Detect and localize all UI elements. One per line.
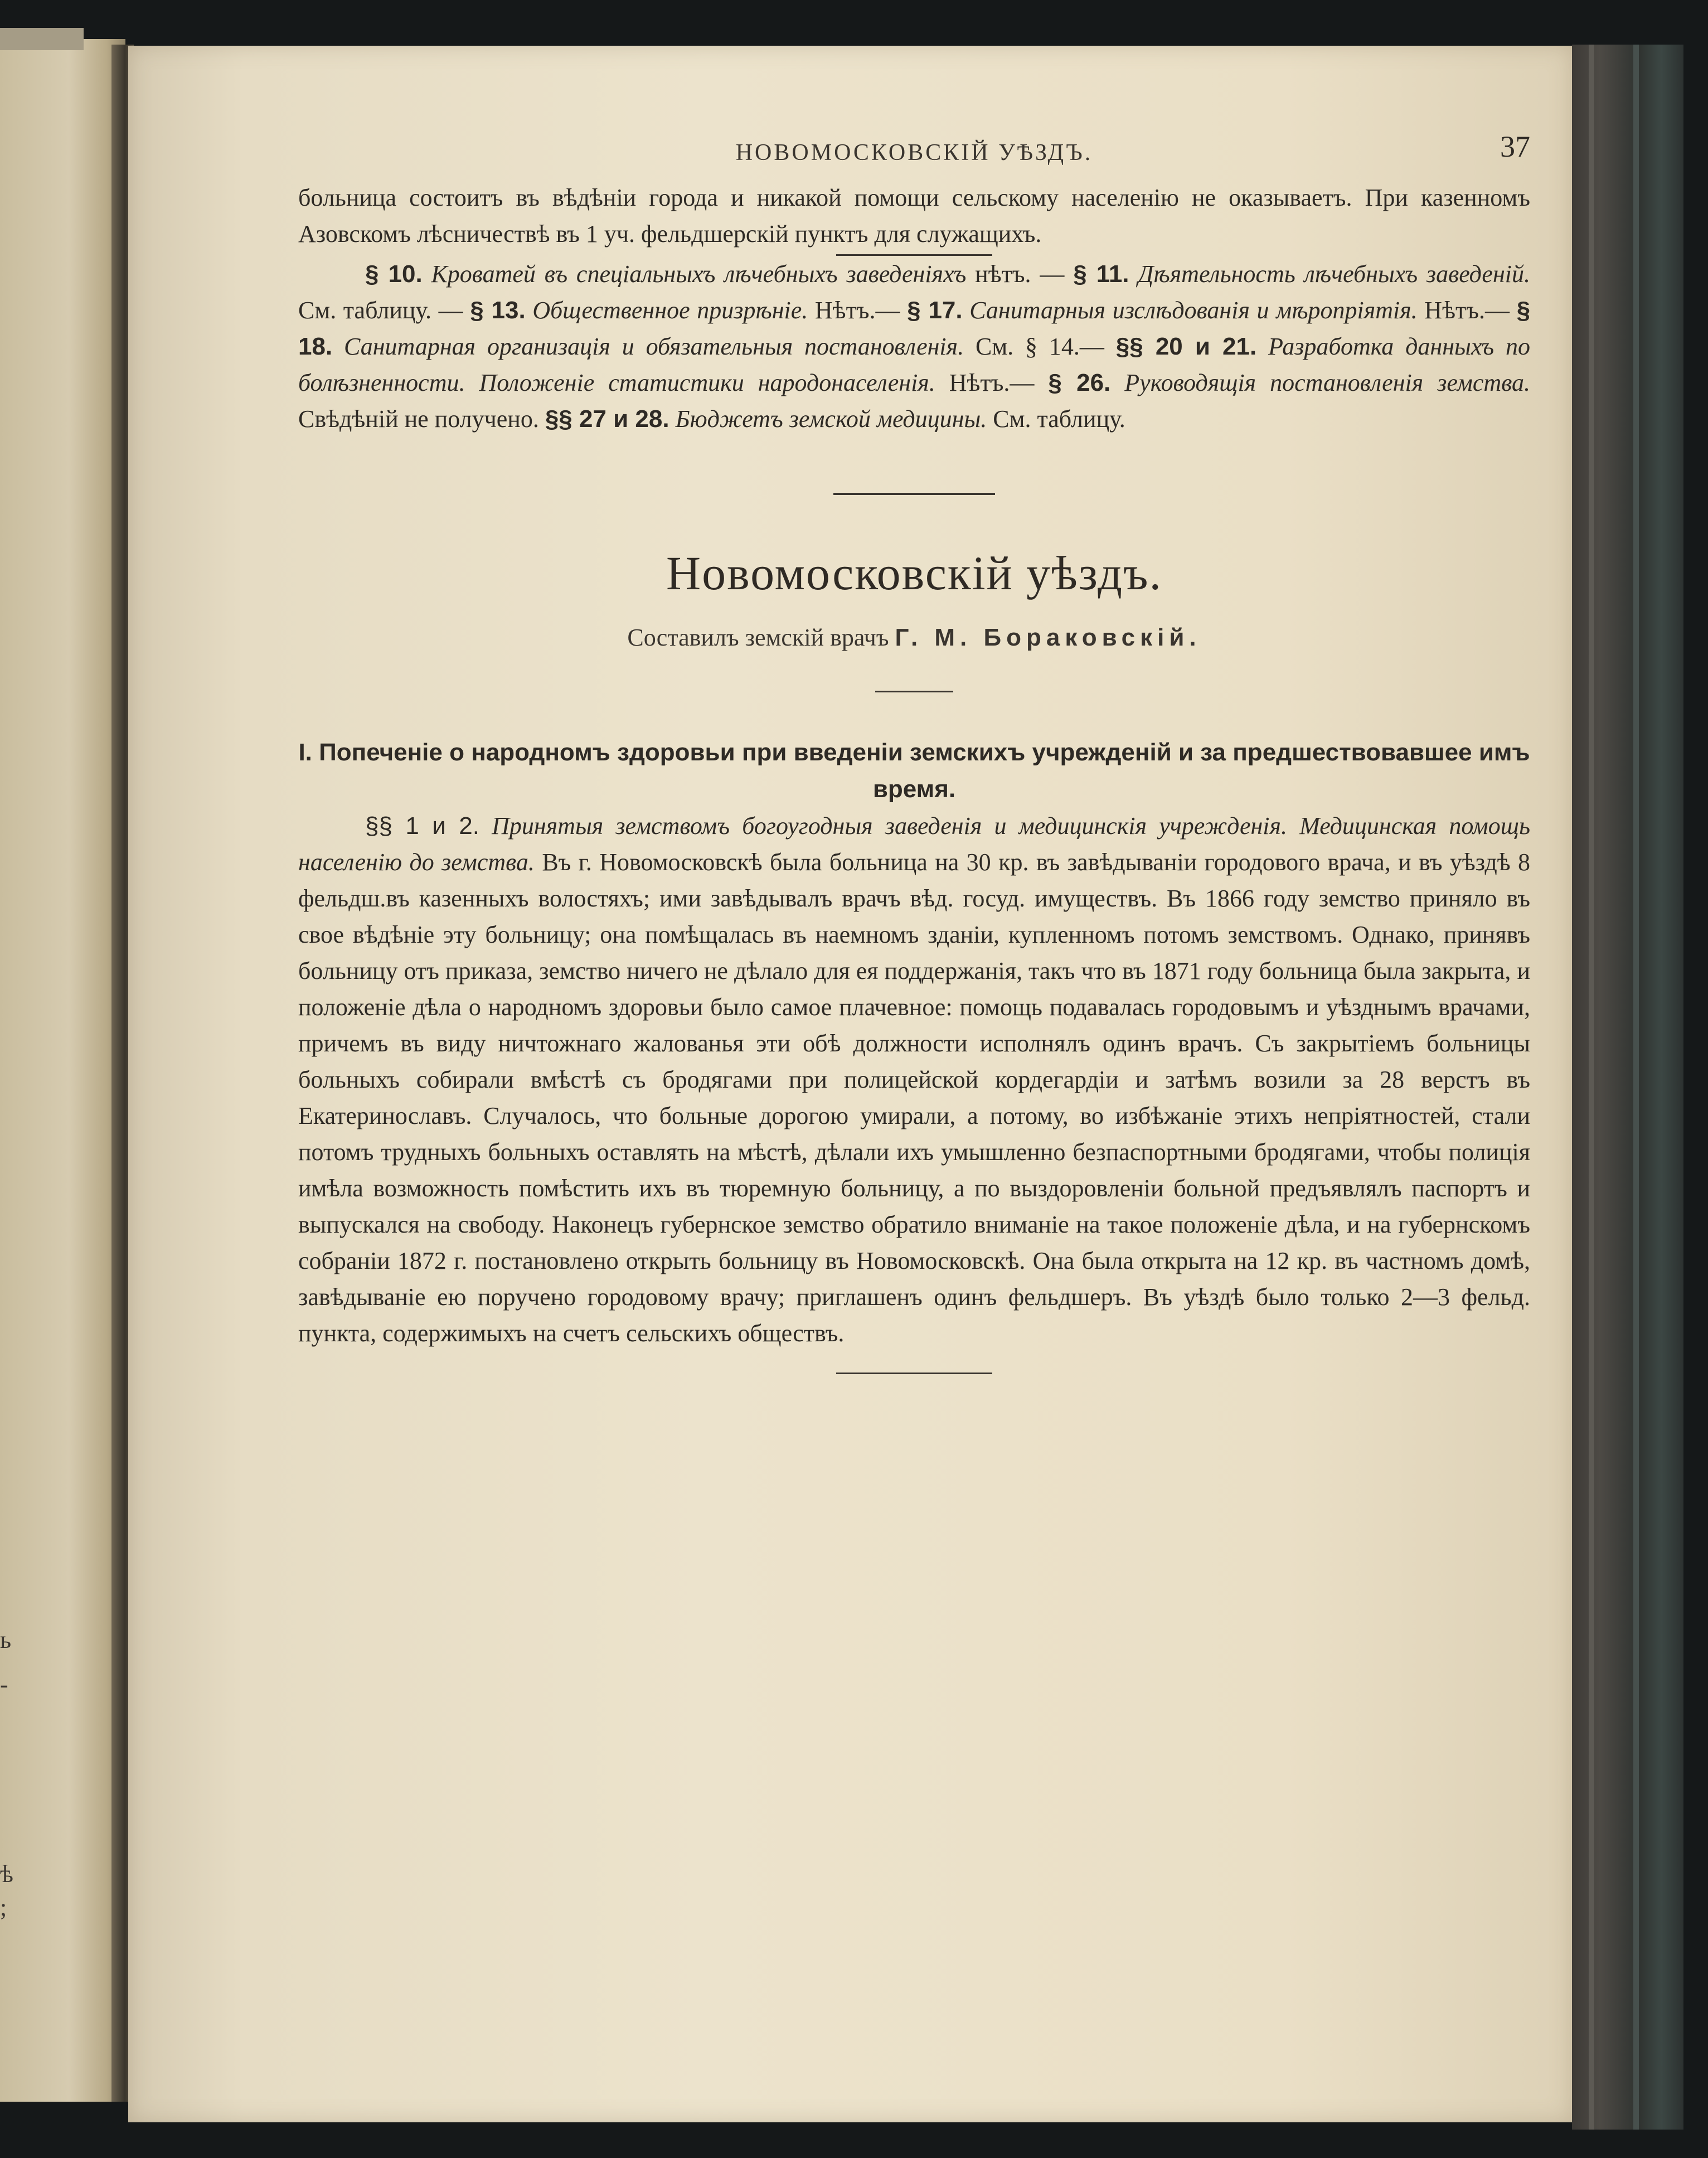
section-title: Бюджетъ земской медицины. xyxy=(675,405,987,433)
divider-rule xyxy=(875,691,953,692)
binding-stripe xyxy=(1589,45,1594,2130)
section-number: §§ 27 и 28. xyxy=(545,405,669,433)
section-text: См. таблицу. xyxy=(993,405,1125,433)
section-number: § 11. xyxy=(1073,260,1129,288)
section-title: Дѣятельность лѣчебныхъ заведеній. xyxy=(1138,260,1531,288)
section-title: Разработка данныхъ по болѣзненности. Положеніе статистики народонаселенія. xyxy=(298,333,1530,396)
section-number: §§ 1 и 2. xyxy=(365,812,479,840)
section-title-heading: Новомосковскій уѣздъ. xyxy=(666,546,1162,600)
left-mark: ѣ xyxy=(0,1860,13,1888)
section-title: Общественное призрѣніе. xyxy=(532,297,808,324)
section-title: Руководящія постановленія земства. xyxy=(1124,369,1530,396)
book-page xyxy=(128,46,1572,2122)
divider-rule xyxy=(833,493,995,495)
book-binding xyxy=(1572,45,1683,2130)
left-page-edge xyxy=(0,39,125,2102)
section-number: § 18. xyxy=(298,297,1531,360)
section-title: Принятыя земствомъ богоугодныя заведенія и медицинскія учрежденія. Медицинская помощь населенію до земства. xyxy=(298,812,1531,876)
section-title: Санитарная организація и обязательныя постановленія. xyxy=(344,333,964,360)
left-mark: ь xyxy=(0,1626,12,1653)
binding-stripe xyxy=(1633,45,1639,2130)
section-number: § 10. xyxy=(365,260,423,288)
running-title: НОВОМОСКОВСКІЙ УѢЗДЪ. xyxy=(735,140,1093,166)
section-title: Кроватей въ спеціальныхъ лѣчебныхъ заведеніяхъ xyxy=(431,260,967,288)
page-number: 37 xyxy=(1500,130,1530,163)
section-number: § 17. xyxy=(907,297,963,324)
section-text: Нѣтъ.— xyxy=(949,369,1035,396)
page-content xyxy=(298,129,1530,1374)
sections-paragraph xyxy=(298,256,1530,437)
section-number: § 26. xyxy=(1048,369,1111,396)
section-text: Нѣтъ.— xyxy=(814,297,900,324)
paragraph-body: Въ г. Новомосковскѣ была больница на 30 кр. въ завѣдываніи городового врача, и въ уѣздѣ 8 фельдш.въ казенныхъ волостяхъ; ими завѣдывалъ врачъ вѣд. госуд. имуществъ. Въ 1866 году земство приняло въ свое вѣдѣніе эту больницу; она помѣщалась въ наемномъ зданіи, купленномъ потомъ земствомъ. Однако, принявъ больницу отъ приказа, земство ничего не дѣлало для ея поддержанія, такъ что въ 1871 году больница была закрыта, и положеніе дѣла о народномъ здоровьи было самое плачевное: помощь подавалась городовымъ и уѣзднымъ врачами, причемъ въ виду ничтожнаго жалованья эти обѣ должности исполнялъ одинъ врачъ. Съ закрытіемъ больницы больныхъ собирали вмѣстѣ съ бродягами при полицейской кордегардіи и затѣмъ возили за 28 верстъ въ Екатеринославъ. Случалось, что больные дорогою умирали, а потому, во избѣжаніе этихъ непріятностей, стали потомъ трудныхъ больныхъ оставлять на мѣстѣ, дѣлали ихъ умышленно безпаспортными бродягами, чтобы полиція имѣла возможность помѣстить ихъ въ тюремную больницу, а по выздоровленіи больной предъявлялъ паспортъ и выпускался на свободу. Наконецъ губернское земство обратило вниманіе на такое положеніе дѣла, и на губернскомъ собраніи 1872 г. постановлено открыть больницу въ Новомосковскѣ. Она была открыта на 12 кр. въ частномъ домѣ, завѣдываніе ею поручено городовому врачу; приглашенъ одинъ фельдшеръ. Въ уѣздѣ было только 2—3 фельд. пункта, содержимыхъ на счетъ сельскихъ обществъ. xyxy=(298,848,1530,1347)
compiled-prefix: Составилъ земскій врачъ xyxy=(627,624,889,651)
section-text: Нѣтъ.— xyxy=(1424,297,1510,324)
section-number: § 13. xyxy=(470,297,526,324)
section-text: нѣтъ. — xyxy=(975,260,1065,288)
section-text: Свѣдѣній не получено. xyxy=(298,405,539,433)
main-paragraph xyxy=(298,808,1530,1351)
intro-paragraph: больница состоитъ въ вѣдѣніи города и никакой помощи сельскому населенію не оказываетъ. При казенномъ Азовскомъ лѣсничествѣ въ 1 уч. фельдшерскій пунктъ для служащихъ. xyxy=(298,184,1530,248)
compiled-by-line xyxy=(298,623,1530,652)
left-mark: - xyxy=(0,1671,8,1698)
divider-rule xyxy=(836,1373,992,1374)
running-head xyxy=(298,129,1530,180)
section-number: §§ 20 и 21. xyxy=(1115,333,1257,360)
left-mark: ; xyxy=(0,1894,7,1921)
section-title: Санитарныя изслѣдованія и мѣропріятія. xyxy=(969,297,1418,324)
section-text: См. § 14.— xyxy=(975,333,1104,360)
chapter-heading: I. Попеченіе о народномъ здоровьи при введеніи земскихъ учрежденій и за предшествовавшее имъ время. xyxy=(298,739,1530,803)
cover-edge xyxy=(0,28,84,50)
author-name: Г. М. Бораковскій. xyxy=(895,624,1201,651)
section-text: См. таблицу. — xyxy=(298,297,463,324)
